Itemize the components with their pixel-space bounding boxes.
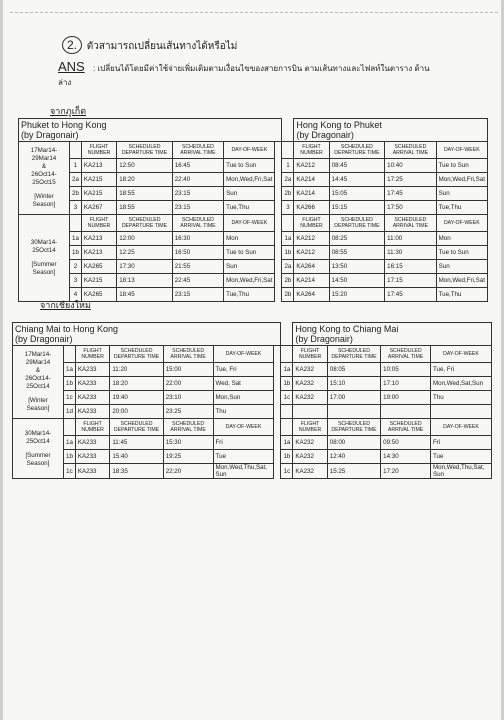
column-header: DAY-OF-WEEK [436, 215, 487, 232]
timetable-row [13, 450, 492, 464]
column-gap [275, 288, 282, 302]
return-day-of-week: Mon,Wed,Fri,Sat [436, 173, 487, 187]
column-gap [274, 450, 281, 464]
season-period-line: 17Mar14- [24, 351, 52, 358]
timetable-row [13, 436, 492, 450]
season-period-line: [Summer [25, 451, 51, 459]
column-gap [275, 246, 282, 260]
season-period-line: 29Mar14 [31, 155, 57, 162]
outbound-day-of-week: Mon,Sun [213, 391, 274, 405]
return-departure-time: 15:20 [329, 288, 385, 302]
column-header: FLIGHT NUMBER [293, 346, 327, 363]
faint-header-line [10, 4, 498, 13]
outbound-departure-time: 18:13 [117, 274, 173, 288]
column-header: SCHEDULED ARRIVAL TIME [163, 419, 213, 436]
outbound-row-id: 3 [70, 274, 82, 288]
outbound-row-id: 1d [64, 405, 76, 419]
return-departure-time: 14:45 [329, 173, 385, 187]
return-row-id: 1b [282, 246, 294, 260]
return-title-line: Hong Kong to Chiang Mai [295, 324, 399, 334]
column-header: DAY-OF-WEEK [430, 346, 491, 363]
return-flight-number: KA232 [293, 436, 327, 450]
column-header: SCHEDULED DEPARTURE TIME [329, 215, 385, 232]
timetable-row [13, 363, 492, 377]
return-row-id: 1c [281, 464, 293, 479]
season-period-line: 25Oct15 [32, 179, 56, 186]
outbound-day-of-week: Tue,Thu [224, 201, 275, 215]
season-period-line: 25Oct14 [32, 247, 56, 254]
outbound-flight-number: KA233 [75, 391, 109, 405]
outbound-departure-time: 12:25 [117, 246, 173, 260]
return-flight-number: KA214 [294, 173, 329, 187]
outbound-arrival-time: 23:15 [172, 187, 223, 201]
return-day-of-week: Mon [436, 232, 487, 246]
title-row [19, 119, 488, 142]
return-flight-number: KA232 [293, 464, 327, 479]
column-header: FLIGHT NUMBER [294, 215, 329, 232]
return-day-of-week: Tue to Sun [436, 159, 487, 173]
return-arrival-time: 19:00 [381, 391, 431, 405]
outbound-departure-time: 12:50 [117, 159, 173, 173]
section-heading-chiangmai: จากเชียงใหม่ [40, 300, 91, 310]
return-day-of-week: Sun [436, 187, 487, 201]
column-header: FLIGHT NUMBER [81, 142, 116, 159]
outbound-flight-number: KA233 [75, 405, 109, 419]
return-flight-number: KA214 [294, 274, 329, 288]
timetable-row [19, 246, 488, 260]
outbound-row-id: 4 [70, 288, 82, 302]
return-row-id: 1 [282, 159, 294, 173]
outbound-arrival-time: 23:25 [163, 405, 213, 419]
outbound-title [13, 323, 281, 346]
row-id-header [281, 419, 293, 436]
column-header: FLIGHT NUMBER [293, 419, 327, 436]
return-flight-number: KA214 [294, 187, 329, 201]
column-header: SCHEDULED ARRIVAL TIME [385, 215, 436, 232]
season-period-line: & [35, 367, 41, 374]
column-header: DAY-OF-WEEK [213, 419, 274, 436]
outbound-arrival-time: 16:50 [172, 246, 223, 260]
outbound-arrival-time: 15:00 [163, 363, 213, 377]
return-flight-number: KA232 [293, 450, 327, 464]
outbound-title-line: Chiang Mai to Hong Kong [15, 324, 119, 334]
column-header: DAY-OF-WEEK [430, 419, 491, 436]
row-id-header [282, 142, 294, 159]
season-period [19, 215, 70, 302]
outbound-departure-time: 18:20 [110, 377, 163, 391]
timetable-row [19, 173, 488, 187]
return-arrival-time: 17:50 [385, 201, 436, 215]
return-arrival-time: 11:00 [385, 232, 436, 246]
season-period-line: [Winter [28, 397, 48, 404]
return-row-id: 3 [282, 201, 294, 215]
column-gap [274, 464, 281, 479]
return-departure-time: 08:55 [329, 246, 385, 260]
return-row-id: 2b [282, 187, 294, 201]
outbound-flight-number: KA213 [81, 159, 116, 173]
column-gap [274, 419, 281, 436]
season-period-line: Season] [32, 269, 56, 276]
return-arrival-time [381, 405, 431, 419]
season-period [19, 142, 70, 215]
return-arrival-time: 17:15 [385, 274, 436, 288]
outbound-row-id: 1a [70, 232, 82, 246]
row-id-header [281, 346, 293, 363]
column-gap [274, 346, 281, 363]
outbound-day-of-week: Wed, Sat [213, 377, 274, 391]
column-header-row [19, 215, 488, 232]
outbound-row-id: 2b [70, 187, 82, 201]
season-period-line: 26Oct14- [31, 171, 57, 178]
column-gap [275, 232, 282, 246]
return-departure-time: 12:40 [327, 450, 380, 464]
column-header: DAY-OF-WEEK [224, 215, 275, 232]
return-departure-time: 15:25 [327, 464, 380, 479]
return-day-of-week: Tue, Fri [430, 363, 491, 377]
outbound-departure-time: 18:20 [117, 173, 173, 187]
return-flight-number: KA212 [294, 232, 329, 246]
outbound-departure-time: 18:55 [117, 187, 173, 201]
return-day-of-week: Fri [430, 436, 491, 450]
outbound-flight-number: KA265 [81, 288, 116, 302]
return-day-of-week: Mon,Wed,Fri,Sat [436, 274, 487, 288]
timetable-chiangmai [12, 322, 492, 479]
timetable-row [19, 201, 488, 215]
outbound-flight-number: KA233 [75, 436, 109, 450]
column-header: SCHEDULED ARRIVAL TIME [172, 215, 223, 232]
return-row-id: 2b [282, 288, 294, 302]
outbound-title-line: (by Dragonair) [21, 130, 79, 140]
outbound-day-of-week: Fri [213, 436, 274, 450]
outbound-row-id: 1b [70, 246, 82, 260]
outbound-flight-number: KA233 [75, 377, 109, 391]
column-header: SCHEDULED ARRIVAL TIME [163, 346, 213, 363]
timetable-row [13, 391, 492, 405]
return-day-of-week [430, 405, 491, 419]
column-gap [275, 173, 282, 187]
column-gap [275, 260, 282, 274]
column-header: SCHEDULED DEPARTURE TIME [110, 346, 163, 363]
outbound-arrival-time: 22:45 [172, 274, 223, 288]
column-header: FLIGHT NUMBER [81, 215, 116, 232]
outbound-day-of-week: Tue,Thu [224, 288, 275, 302]
timetable-row [19, 232, 488, 246]
return-row-id: 1a [282, 232, 294, 246]
outbound-arrival-time: 23:10 [163, 391, 213, 405]
column-header-row [19, 142, 488, 159]
outbound-flight-number: KA213 [81, 232, 116, 246]
return-day-of-week: Tue to Sun [436, 246, 487, 260]
outbound-row-id: 1c [64, 464, 76, 479]
column-gap [275, 159, 282, 173]
return-departure-time: 08:45 [329, 159, 385, 173]
return-departure-time: 13:50 [329, 260, 385, 274]
timetable-row [13, 464, 492, 479]
outbound-departure-time: 18:45 [117, 288, 173, 302]
timetable-row [19, 274, 488, 288]
return-row-id: 1a [281, 363, 293, 377]
timetable-row [13, 377, 492, 391]
column-gap [281, 323, 293, 346]
season-period-line: Season] [26, 459, 50, 467]
question [62, 36, 237, 54]
outbound-departure-time: 18:35 [110, 464, 163, 479]
season-period-line: 25Oct14 [26, 437, 50, 445]
answer-label: ANS [58, 59, 85, 74]
return-arrival-time: 17:10 [381, 377, 431, 391]
return-arrival-time: 17:20 [381, 464, 431, 479]
answer [58, 60, 438, 90]
return-row-id: 2a [282, 260, 294, 274]
outbound-departure-time: 20:00 [110, 405, 163, 419]
return-day-of-week: Sun [436, 260, 487, 274]
return-arrival-time: 09:50 [381, 436, 431, 450]
return-day-of-week: Tue,Thu [436, 288, 487, 302]
outbound-arrival-time: 19:25 [163, 450, 213, 464]
return-flight-number: KA232 [293, 363, 327, 377]
outbound-arrival-time: 22:20 [163, 464, 213, 479]
return-arrival-time: 10:05 [381, 363, 431, 377]
column-header: FLIGHT NUMBER [75, 419, 109, 436]
question-number: 2. [62, 36, 82, 54]
season-period [13, 346, 64, 419]
column-header: FLIGHT NUMBER [294, 142, 329, 159]
outbound-day-of-week: Sun [224, 260, 275, 274]
outbound-departure-time: 17:30 [117, 260, 173, 274]
outbound-day-of-week: Mon [224, 232, 275, 246]
outbound-row-id: 1b [64, 377, 76, 391]
question-text: ตัวสามารถเปลี่ยนเส้นทางได้หรือไม่ [86, 41, 238, 52]
row-id-header [64, 419, 76, 436]
outbound-row-id: 3 [70, 201, 82, 215]
outbound-arrival-time: 22:40 [172, 173, 223, 187]
return-row-id: 2b [282, 274, 294, 288]
season-period-line: [Winter [34, 193, 54, 200]
outbound-arrival-time: 23:15 [172, 288, 223, 302]
outbound-flight-number: KA265 [81, 260, 116, 274]
column-header: SCHEDULED ARRIVAL TIME [381, 346, 431, 363]
outbound-title-line: Phuket to Hong Kong [21, 120, 107, 130]
outbound-day-of-week: Mon,Wed,Thu,Sat, Sun [213, 464, 274, 479]
outbound-flight-number: KA215 [81, 187, 116, 201]
column-header-row [13, 419, 492, 436]
outbound-departure-time: 12:00 [117, 232, 173, 246]
column-header-row [13, 346, 492, 363]
column-header: SCHEDULED DEPARTURE TIME [329, 142, 385, 159]
column-gap [275, 274, 282, 288]
season-period-line: 30Mar14- [24, 429, 52, 437]
return-day-of-week: Tue,Thu [436, 201, 487, 215]
season-period-line: 17Mar14- [30, 147, 58, 154]
column-gap [274, 363, 281, 377]
column-header: SCHEDULED DEPARTURE TIME [110, 419, 163, 436]
timetable-row [19, 159, 488, 173]
column-header: DAY-OF-WEEK [224, 142, 275, 159]
outbound-departure-time: 15:40 [110, 450, 163, 464]
timetable-row [19, 260, 488, 274]
return-row-id: 1b [281, 377, 293, 391]
outbound-row-id: 1c [64, 391, 76, 405]
return-departure-time: 17:00 [327, 391, 380, 405]
outbound-day-of-week: Tue to Sun [224, 246, 275, 260]
outbound-row-id: 1a [64, 363, 76, 377]
return-departure-time: 14:50 [329, 274, 385, 288]
season-period-line: & [41, 163, 47, 170]
outbound-row-id: 2 [70, 260, 82, 274]
timetable-phuket [18, 118, 488, 302]
row-id-header [70, 142, 82, 159]
column-header: SCHEDULED DEPARTURE TIME [117, 215, 173, 232]
return-flight-number: KA264 [294, 288, 329, 302]
title-row [13, 323, 492, 346]
outbound-arrival-time: 15:30 [163, 436, 213, 450]
answer-text: : เปลี่ยนได้โดยมีค่าใช้จ่ายเพิ่มเติมตามเงื่อนไขของสายการบิน ตามเส้นทางและไฟลท์ในตาราง ด้านล่าง [58, 64, 430, 87]
timetable-row [13, 405, 492, 419]
column-gap [274, 377, 281, 391]
return-flight-number: KA232 [293, 391, 327, 405]
return-arrival-time: 17:45 [385, 288, 436, 302]
outbound-row-id: 1b [64, 450, 76, 464]
column-gap [275, 187, 282, 201]
outbound-day-of-week: Tue [213, 450, 274, 464]
outbound-arrival-time: 16:30 [172, 232, 223, 246]
outbound-day-of-week: Mon,Wed,Fri,Sat [224, 274, 275, 288]
return-day-of-week: Mon,Wed,Thu,Sat, Sun [430, 464, 491, 479]
season-period [13, 419, 64, 479]
return-arrival-time: 10:40 [385, 159, 436, 173]
return-departure-time [327, 405, 380, 419]
return-row-id [281, 405, 293, 419]
outbound-row-id: 1 [70, 159, 82, 173]
column-header: DAY-OF-WEEK [436, 142, 487, 159]
timetable-row [19, 187, 488, 201]
return-title-line: (by Dragonair) [295, 334, 353, 344]
return-departure-time: 15:10 [327, 377, 380, 391]
season-period-line: [Summer [31, 261, 57, 268]
outbound-arrival-time: 21:55 [172, 260, 223, 274]
outbound-flight-number: KA233 [75, 450, 109, 464]
column-gap [274, 391, 281, 405]
season-period-line: Season] [26, 405, 50, 412]
column-gap [274, 405, 281, 419]
return-title [294, 119, 488, 142]
outbound-flight-number: KA233 [75, 464, 109, 479]
column-gap [275, 142, 282, 159]
outbound-departure-time: 11:45 [110, 436, 163, 450]
column-gap [275, 215, 282, 232]
outbound-departure-time: 11:20 [110, 363, 163, 377]
return-flight-number: KA264 [294, 260, 329, 274]
return-title-line: (by Dragonair) [296, 130, 354, 140]
return-arrival-time: 17:45 [385, 187, 436, 201]
outbound-flight-number: KA215 [81, 173, 116, 187]
return-departure-time: 08:00 [327, 436, 380, 450]
outbound-flight-number: KA213 [81, 246, 116, 260]
season-period-line: 30Mar14- [30, 239, 58, 246]
outbound-flight-number: KA233 [75, 363, 109, 377]
return-day-of-week: Mon,Wed,Sat,Sun [430, 377, 491, 391]
row-id-header [70, 215, 82, 232]
return-row-id: 1a [281, 436, 293, 450]
column-header: SCHEDULED ARRIVAL TIME [172, 142, 223, 159]
return-flight-number: KA212 [294, 246, 329, 260]
season-period-line: Season] [32, 201, 56, 208]
outbound-day-of-week: Sun [224, 187, 275, 201]
return-arrival-time: 11:30 [385, 246, 436, 260]
column-header: SCHEDULED DEPARTURE TIME [117, 142, 173, 159]
outbound-day-of-week: Tue, Fri [213, 363, 274, 377]
column-gap [282, 119, 294, 142]
row-id-header [282, 215, 294, 232]
return-departure-time: 08:05 [327, 363, 380, 377]
return-row-id: 1b [281, 450, 293, 464]
outbound-flight-number: KA215 [81, 274, 116, 288]
return-arrival-time: 17:25 [385, 173, 436, 187]
column-header: SCHEDULED DEPARTURE TIME [327, 346, 380, 363]
return-day-of-week: Tue [430, 450, 491, 464]
return-flight-number [293, 405, 327, 419]
outbound-arrival-time: 22:00 [163, 377, 213, 391]
outbound-title [19, 119, 282, 142]
column-header: DAY-OF-WEEK [213, 346, 274, 363]
return-flight-number: KA232 [293, 377, 327, 391]
return-title [293, 323, 492, 346]
return-arrival-time: 14:30 [381, 450, 431, 464]
outbound-day-of-week: Mon,Wed,Fri,Sat [224, 173, 275, 187]
section-heading-phuket: จากภูเก็ต [50, 106, 87, 116]
outbound-departure-time: 18:55 [117, 201, 173, 215]
outbound-arrival-time: 16:45 [172, 159, 223, 173]
return-title-line: Hong Kong to Phuket [296, 120, 382, 130]
outbound-day-of-week: Tue to Sun [224, 159, 275, 173]
season-period-line: 25Oct14 [26, 383, 50, 390]
outbound-title-line: (by Dragonair) [15, 334, 73, 344]
outbound-departure-time: 19:40 [110, 391, 163, 405]
return-flight-number: KA212 [294, 159, 329, 173]
column-header: FLIGHT NUMBER [75, 346, 109, 363]
column-header: SCHEDULED ARRIVAL TIME [385, 142, 436, 159]
outbound-row-id: 2a [70, 173, 82, 187]
outbound-arrival-time: 23:15 [172, 201, 223, 215]
return-flight-number: KA266 [294, 201, 329, 215]
column-gap [274, 436, 281, 450]
outbound-flight-number: KA267 [81, 201, 116, 215]
return-departure-time: 08:25 [329, 232, 385, 246]
return-departure-time: 15:05 [329, 187, 385, 201]
season-period-line: 26Oct14- [25, 375, 51, 382]
column-header: SCHEDULED DEPARTURE TIME [327, 419, 380, 436]
return-row-id: 1c [281, 391, 293, 405]
column-gap [275, 201, 282, 215]
return-day-of-week: Thu [430, 391, 491, 405]
return-row-id: 2a [282, 173, 294, 187]
season-period-line: 29Mar14 [25, 359, 51, 366]
outbound-row-id: 1a [64, 436, 76, 450]
return-departure-time: 15:15 [329, 201, 385, 215]
scan-edge-left [0, 0, 3, 720]
column-header: SCHEDULED ARRIVAL TIME [381, 419, 431, 436]
outbound-day-of-week: Thu [213, 405, 274, 419]
row-id-header [64, 346, 76, 363]
return-arrival-time: 16:15 [385, 260, 436, 274]
